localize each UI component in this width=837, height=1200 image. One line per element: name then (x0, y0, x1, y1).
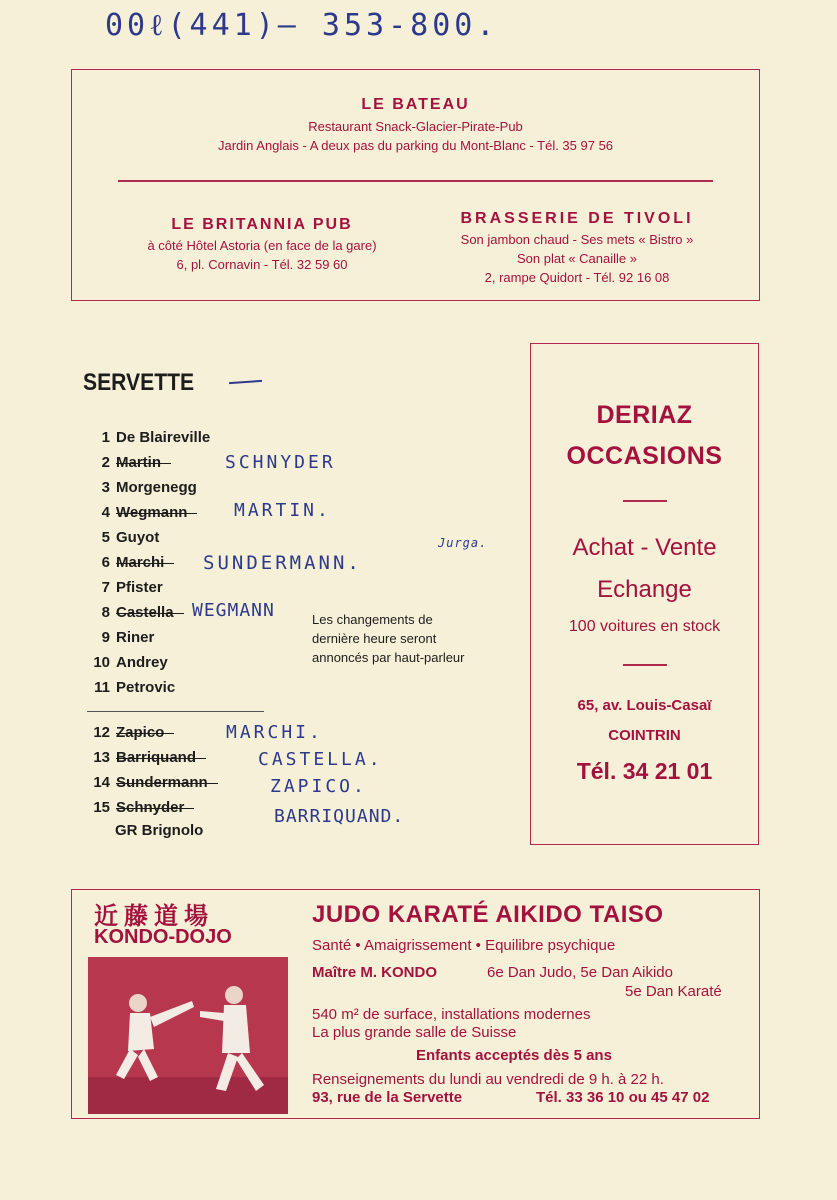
kondo-dojo-ad (71, 889, 760, 1119)
bateau-desc: Restaurant Snack-Glacier-Pirate-Pub (308, 119, 523, 134)
sub-row (86, 774, 208, 791)
tivoli-ad (422, 210, 732, 287)
player-name-struck: Martin (116, 454, 161, 471)
notice-line: Les changements de (312, 612, 433, 627)
dojo-benefits: Santé • Amaigrissement • Equilibre psychique (312, 937, 616, 954)
britannia-ad (112, 216, 412, 274)
handwritten-replacement: SCHNYDER (225, 452, 336, 473)
handwritten-replacement: SUNDERMANN. (203, 552, 362, 574)
player-number: 7 (101, 579, 110, 596)
subs-divider (87, 711, 264, 712)
player-number: 6 (101, 554, 110, 571)
player-row (86, 629, 154, 646)
player-number: 11 (94, 679, 110, 696)
player-number: 1 (101, 429, 110, 446)
dojo-kanji-logo: 近藤道場 (94, 902, 214, 930)
handwritten-replacement: CASTELLA. (258, 749, 383, 770)
player-number: 9 (101, 629, 110, 646)
goalkeeper-row: GR Brignolo (115, 822, 204, 839)
player-number: 2 (101, 454, 110, 471)
player-name-struck: Marchi (116, 554, 165, 571)
deriaz-address: 65, av. Louis-Casaï (577, 697, 712, 714)
dojo-dan-2: 5e Dan Karaté (625, 983, 722, 1000)
tivoli-address: 2, rampe Quidort - Tél. 92 16 08 (484, 270, 670, 285)
late-changes-notice (312, 610, 465, 667)
dojo-kids: Enfants acceptés dès 5 ans (416, 1047, 612, 1064)
player-name-struck: Schnyder (116, 799, 185, 816)
bateau-address: Jardin Anglais - A deux pas du parking du Mont-Blanc - Tél. 35 97 56 (217, 138, 614, 153)
deriaz-city: COINTRIN (608, 727, 681, 744)
player-name: Petrovic (116, 679, 176, 696)
team-title: SERVETTE (83, 369, 195, 396)
player-number: 8 (101, 604, 110, 621)
karate-fighters-image (88, 957, 288, 1114)
dojo-area: 540 m² de surface, installations modernes (312, 1006, 591, 1023)
player-name-struck: Zapico (116, 724, 165, 741)
notice-line: annoncés par haut-parleur (312, 650, 465, 665)
player-row (86, 479, 197, 496)
handwritten-replacement: MARTIN. (234, 500, 331, 521)
tivoli-name: BRASSERIE DE TIVOLI (460, 210, 694, 227)
player-row (86, 504, 187, 521)
player-name: Guyot (116, 529, 160, 546)
player-name: Pfister (116, 579, 163, 596)
karate-photo (88, 957, 288, 1114)
deriaz-buy-sell: Achat - Vente (572, 534, 717, 561)
notice-line: dernière heure seront (312, 631, 437, 646)
restaurants-ad (71, 69, 760, 301)
player-row (86, 654, 168, 671)
player-row (86, 579, 163, 596)
player-number: 3 (101, 479, 110, 496)
sub-row (86, 749, 196, 766)
player-name-struck: Sundermann (116, 774, 208, 791)
deriaz-rule (623, 500, 667, 502)
handwritten-dash (229, 380, 262, 384)
player-number: 14 (93, 774, 110, 791)
deriaz-exchange: Echange (597, 576, 692, 603)
player-number: 10 (93, 654, 110, 671)
handwritten-replacement: WEGMANN (192, 600, 275, 621)
player-number: 4 (101, 504, 110, 521)
player-name: Riner (116, 629, 155, 646)
tivoli-line1: Son jambon chaud - Ses mets « Bistro » (460, 232, 694, 247)
handwritten-replacement: MARCHI. (226, 722, 323, 743)
player-number: 12 (93, 724, 110, 741)
player-name: De Blaireville (116, 429, 211, 446)
britannia-name: LE BRITANNIA PUB (171, 216, 353, 233)
dojo-phones: Tél. 33 36 10 ou 45 47 02 (536, 1089, 710, 1106)
deriaz-phone: Tél. 34 21 01 (576, 758, 713, 784)
sub-row (86, 724, 164, 741)
sub-row (86, 799, 184, 816)
dojo-address: 93, rue de la Servette (312, 1089, 463, 1106)
player-name-struck: Castella (116, 604, 174, 621)
dojo-largest: La plus grande salle de Suisse (312, 1024, 517, 1041)
dojo-name: KONDO-DOJO (94, 926, 232, 948)
player-number: 5 (101, 529, 110, 546)
britannia-location: à côté Hôtel Astoria (en face de la gare) (147, 238, 377, 253)
dojo-hours: Renseignements du lundi au vendredi de 9 h. à 22 h. (312, 1071, 664, 1088)
handwritten-phone-note: 00ℓ(441)— 353-800. (105, 8, 499, 43)
player-row (86, 554, 164, 571)
player-name-struck: Barriquand (116, 749, 197, 766)
handwritten-replacement: ZAPICO. (270, 776, 367, 797)
handwritten-replacement: BARRIQUAND. (274, 806, 405, 827)
tivoli-line2: Son plat « Canaille » (517, 251, 637, 266)
player-row (86, 429, 210, 446)
player-row (86, 679, 175, 696)
player-name-struck: Wegmann (116, 504, 188, 521)
player-row (86, 454, 161, 471)
britannia-address: 6, pl. Cornavin - Tél. 32 59 60 (176, 257, 348, 272)
dojo-dan-1: 6e Dan Judo, 5e Dan Aikido (487, 964, 673, 981)
player-row (86, 529, 159, 546)
deriaz-ad (530, 343, 759, 845)
deriaz-name: DERIAZ (596, 401, 693, 429)
dojo-master: Maître M. KONDO (312, 964, 438, 981)
player-row (86, 604, 174, 621)
dojo-disciplines: JUDO KARATÉ AIKIDO TAISO (312, 901, 664, 928)
bateau-ad (72, 96, 759, 155)
player-name: Andrey (116, 654, 168, 671)
player-number: 13 (93, 749, 110, 766)
deriaz-stock: 100 voitures en stock (568, 618, 721, 635)
player-number: 15 (93, 799, 110, 816)
deriaz-occasions: OCCASIONS (566, 442, 723, 470)
bateau-name: LE BATEAU (361, 96, 470, 113)
restaurant-divider (118, 180, 713, 182)
deriaz-rule (623, 664, 667, 666)
handwritten-note: Jurga. (438, 536, 488, 550)
player-name: Morgenegg (116, 479, 197, 496)
